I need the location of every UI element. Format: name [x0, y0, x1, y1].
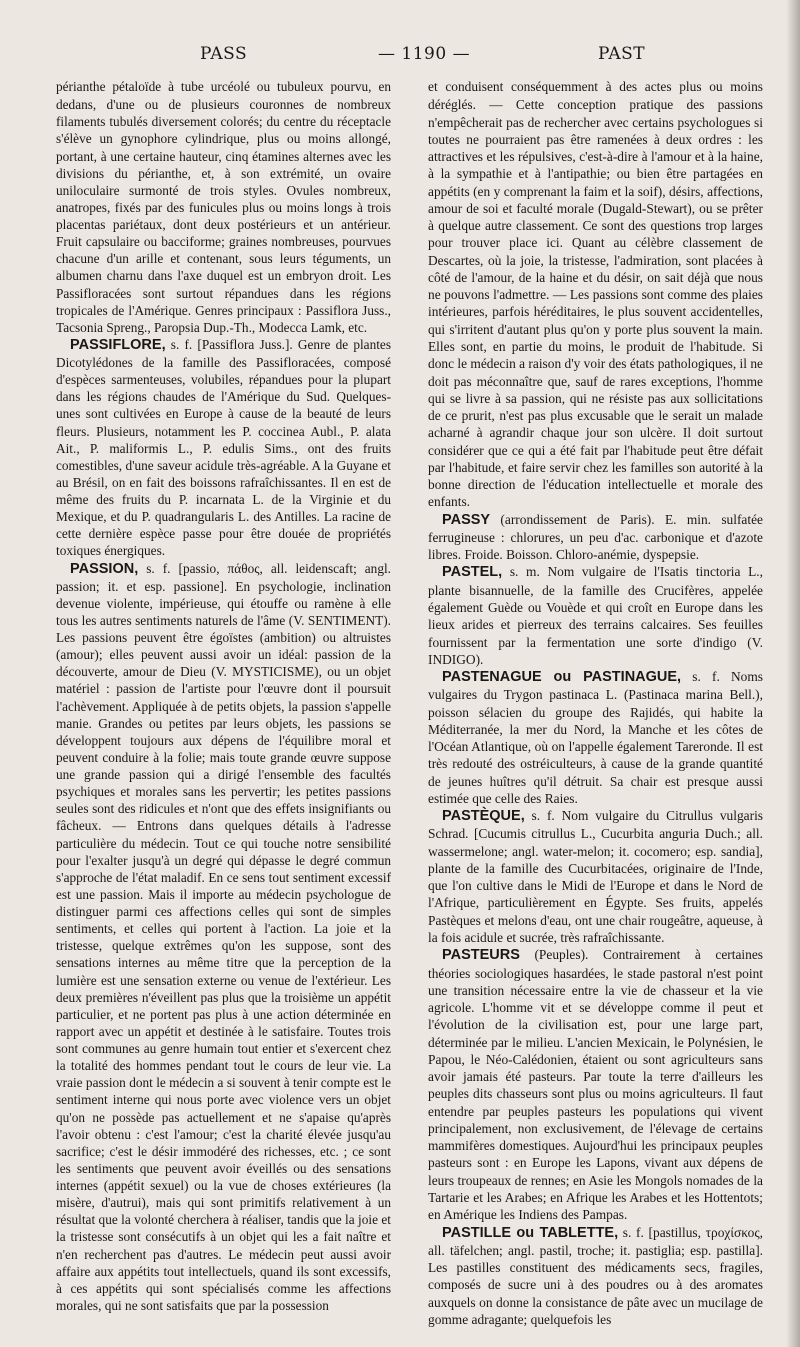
entry-passy: PASSY (arrondissement de Paris). E. min. sulfatée ferrugineuse : chlorures, un peu d'ac. carbonique et d'azote libres. Froide. Boisson. Chloro-anémie, dyspepsie. — [428, 511, 763, 563]
header-left-guide-word: PASS — [200, 44, 248, 64]
headword: PASTEL, — [442, 564, 503, 581]
entry-passion: PASSION, s. f. [passio, πάθος, all. leidenscaft; angl. passion; it. et esp. passione]. En psychologie, inclination devenue violente, impérieuse, qui étouffe ou ramène à elle tous les autres sentiments naturels de l'âme (V. SENTIMENT). Les passions peuvent être égoïstes (ambition) ou altruistes (amour); elles peuvent aussi avoir un idéal: passion de la découverte, amour de Dieu (V. MYSTICISME), ou un objet matériel : passion de l'artiste pour l'œuvre dont il poursuit l'achèvement. Appliquée à de petits objets, la passion s'appelle manie. Grandes ou petites par leurs objets, les passions se développent toujours aux dépens de l'équilibre moral et peuvent conduire à la folie; mais toute grande œuvre suppose une grande passion qui a dirigé l'ensemble des facultés psychiques et morales sans les pervertir; les petites passions seules sont des ridicules et n'ont que des effets insignifiants ou fâcheux. — Entrons dans quelques détails à l'adresse particulière du médecin. Tout ce qui touche notre sensibilité pour l'exalter jusqu'à un degré qui dépasse le degré commun s'approche de l'état maladif. En ce sens tout sentiment excessif est une passion. Mais il importe au médecin psychologue de distinguer parmi ces affections celles qui sont de simples sentiments, et celles qui portent à l'action. La joie et la tristesse, quelque extrêmes qu'on les suppose, sont des sensations internes au même titre que la perception de la lumière est une sensation externe ou venue de l'extérieur. Les deux premières n'éveillent pas plus que la troisième un appétit particulier, et ne portent pas plus à une action déterminée en rapport avec un appétit et destinée à le satisfaire. Toutes trois sont communes au genre humain tout entier et s'exercent chez la totalité des hommes pendant tout le cours de leur vie. La vraie passion dont le médecin a si souvent à tenir compte est le sentiment interne qui nous porte avec violence vers un objet qu'on ne possède pas actuellement et ne s'apaise qu'après l'avoir obtenu : c'est l'amour; c'est la charité élevée jusqu'au sacrifice; c'est le désir immodéré des richesses, etc. ; ce sont les sentiments que peuvent avoir éveillés ou des sensations internes (appétit sexuel) ou la vue de choses extérieures (la misère, d'autrui), mais qui sont primitifs relativement à un résultat que la volonté cherchera à réaliser, tandis que la joie et la tristesse sont consécutifs à un objet qui les a fait naître et n'en recherchent pas d'autres. Le médecin peut aussi avoir affaire aux appétits tout intellectuels, quand ils sont excessifs, à ces appétits qui sont spécialisés comme les affections morales, qui ne sont satisfaits que par la possession — [56, 560, 391, 1313]
headword: PASSION, — [70, 560, 139, 577]
headword: PASTÈQUE, — [442, 808, 525, 825]
header-right-guide-word: PAST — [598, 44, 646, 64]
headword: PASTILLE ou TABLETTE, — [442, 1224, 619, 1241]
entry-pastenague: PASTENAGUE ou PASTINAGUE, s. f. Noms vulgaires du Trygon pastinaca L. (Pastinaca marina Bell.), poisson sélacien du groupe des Rajidés, qui habite la Méditerranée, la mer du Nord, la Manche et les côtes de l'Océan Atlantique, où on l'appelle également Tareronde. Il est très redouté des ostréiculteurs, à cause de la grande quantité de jeunes huîtres qu'il détruit. Sa chair est presque aussi estimée que celle des Raies. — [428, 669, 763, 806]
headword: PASTEURS — [442, 947, 520, 964]
headword: PASTENAGUE ou PASTINAGUE, — [442, 669, 682, 686]
headword: PASSIFLORE, — [70, 336, 166, 353]
entry-pasteurs: PASTEURS (Peuples). Contrairement à certaines théories sociologiques hasardées, le stade pastoral n'est point une transition nécessaire entre la vie de chasseur et la vie agricole. L'homme vit et se développe comme il peut et l'évolution de la civilisation est, pour une large part, déterminée par le milieu. L'ancien Mexicain, le Polynésien, le Papou, le Néo-Calédonien, étaient ou sont agriculteurs sans avoir jamais été pasteurs. Par toute la terre d'ailleurs les peuples dits chasseurs sont plus ou moins agriculteurs. Il faut entendre par peuples pasteurs les populations qui vivent principalement, non exclusivement, de l'élevage de certains mammifères domestiques. Aujourd'hui les principaux peuples pasteurs sont : en Europe les Lapons, vivant aux dépens de leurs troupeaux de rennes; en Asie les Mongols nomades de la Tartarie et les Arabes; en Afrique les Arabes et les Hottentots; en Amérique les Indiens des Pampas. — [428, 947, 763, 1223]
entry-pasteque: PASTÈQUE, s. f. Nom vulgaire du Citrullus vulgaris Schrad. [Cucumis citrullus L., Cucurbita anguria Duch.; all. wassermelone; angl. water-melon; it. cocomero; esp. sandia], plante de la famille des Cucurbitacées, originaire de l'Inde, que l'on cultive dans le Midi de l'Europe et dans le Nord de l'Afrique, particulièrement en Égypte. Ses fruits, appelés Pastèques et melons d'eau, ont une chair rougeâtre, aqueuse, à la fois acidule et sucrée, très rafraîchissante. — [428, 808, 763, 946]
headword: PASSY — [442, 511, 491, 528]
page-number: — 1190 — — [378, 44, 471, 64]
entry-pastel: PASTEL, s. m. Nom vulgaire de l'Isatis tinctoria L., plante bisannuelle, de la famille des Crucifères, appelée également Guède ou Vouède et qui croît en Europe dans les lieux arides et pierreux des terrains calcaires. Ses feuilles fournissent par la fermentation une sorte d'indigo (V. INDIGO). — [428, 564, 763, 667]
entry-pastille: PASTILLE ou TABLETTE, s. f. [pastillus, τροχίσκος, all. täfelchen; angl. pastil, troche; it. pastiglia; esp. pastilla]. Les pastilles constituent des médicaments secs, fragiles, composés de sucre uni à des poudres ou à des aromates auxquels on donne la consistance de pâte avec un mucilage de gomme adragante; quelquefois les — [428, 1224, 763, 1327]
entry-passiflore: PASSIFLORE, s. f. [Passiflora Juss.]. Genre de plantes Dicotylédones de la famille des Passifloracées, composé d'espèces sarmenteuses, volubiles, répandues pour la plupart dans les régions chaudes de l'Amérique du Sud. Quelques-unes sont cultivées en Europe à cause de la beauté de leurs fleurs. Plusieurs, notamment les P. coccinea Aubl., P. alata Ait., P. maliformis L., P. edulis Sims., ont des fruits comestibles, d'une saveur acidule très-agréable. A la Guyane et au Brésil, on en fait des boissons rafraîchissantes. Il en est de même des fruits du P. incarnata L. de la Virginie et du Mexique, et du P. quadrangularis L. des Antilles. La racine de cette dernière espèce passe pour être douée de propriétés toxiques énergiques. — [56, 336, 391, 559]
running-header — [60, 44, 760, 78]
left-column — [56, 78, 391, 1314]
right-column — [428, 78, 763, 1328]
entry-passion-continued: et conduisent conséquemment à des actes plus ou moins déréglés. — Cette conception pratique des passions n'empêcherait pas de rechercher avec certains psychologues si toutes ne pourraient pas être ramenées à deux ordres : les attractives et les répulsives, c'est-à-dire à l'amour et à la haine, à la sympathie et à l'antipathie; ou bien être partagées en appétits (en y comprenant la faim et la soif), désirs, affections, amour de soi et faculté morale (Dugald-Stewart), ou se prêter à quelque autre classement. Ce sont des questions trop larges pour trouver place ici. Quant au célèbre classement de Descartes, où la joie, la tristesse, l'admiration, sont placées à côté de l'amour, de la haine et du désir, on sait déjà que nous ne pouvons l'admettre. — Les passions sont comme des plaies intérieures, parfois héréditaires, le plus souvent accidentelles, qui s'irritent d'autant plus qu'on y porte plus souvent la main. Elles sont, en partie du moins, le produit de l'habitude. Si donc le médecin a raison d'y voir des états pathologiques, il ne doit pas méconnaître que, sauf de rares exceptions, l'homme qui se livre à sa passion, qui ne résiste pas aux sollicitations de ce prurit, n'est pas plus excusable que le serait un malade acharné à agrandir chaque jour son ulcère. Il doit surtout considérer que ce qui a été fait par l'habitude peut être défait par l'habitude, et faire servir chez les familles son autorité à la bonne direction de l'éducation intellectuelle et morale des enfants. — [428, 79, 763, 510]
entry-passifloracees-continued: périanthe pétaloïde à tube urcéolé ou tubuleux pourvu, en dedans, d'une ou de plusieurs couronnes de nombreux filaments tubulés diversement colorés; du centre du réceptacle s'élève un gynophore cylindrique, plus ou moins allongé, portant, à une certaine hauteur, cinq étamines alternes avec les divisions du périanthe, et, à son extrémité, un ovaire uniloculaire surmonté de trois styles. Ovules nombreux, anatropes, fixés par des funicules plus ou moins longs à trois placentas pariétaux, dont deux postérieurs et un antérieur. Fruit capsulaire ou bacciforme; graines nombreuses, pourvues chacune d'un arille et contenant, sous leurs téguments, un albumen charnu dans l'axe duquel est un embryon droit. Les Passifloracées sont surtout répandues dans les régions tropicales de l'Amérique. Genres principaux : Passiflora Juss., Tacsonia Spreng., Paropsia Dup.-Th., Modecca Lamk, etc. — [56, 79, 391, 335]
